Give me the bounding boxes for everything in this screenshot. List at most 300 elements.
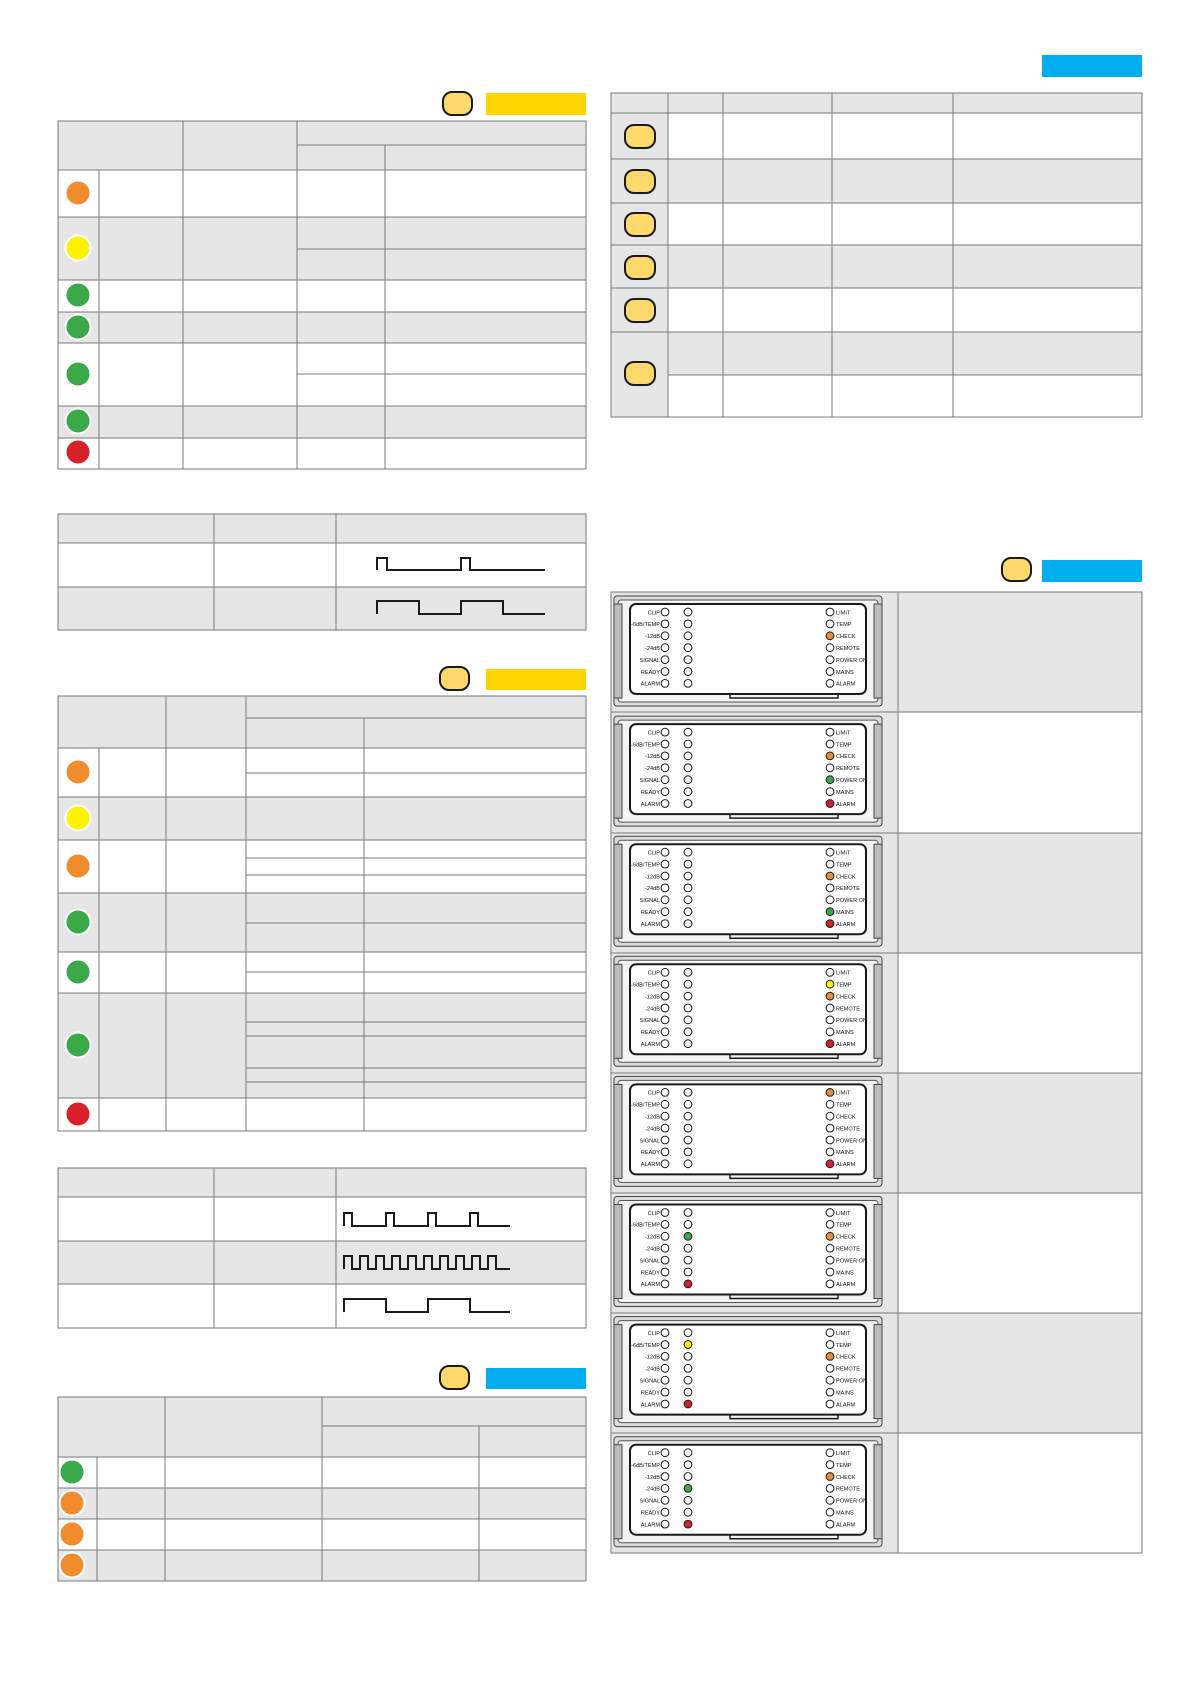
- led-indicator-icon: [66, 236, 91, 261]
- led-indicator-icon: [661, 968, 669, 976]
- led-indicator-icon: [661, 1461, 669, 1469]
- led-indicator-icon: [661, 1148, 669, 1156]
- led-indicator-icon: [684, 1496, 692, 1504]
- panel-label-left: -6dB/TEMP: [631, 1342, 660, 1349]
- panel-label-right: POWER ON: [836, 1138, 868, 1145]
- front-panel-icon: [614, 596, 882, 706]
- panel-label-left: ALARM: [640, 801, 660, 808]
- led-indicator-icon: [826, 980, 834, 988]
- led-indicator-icon: [66, 1102, 91, 1127]
- led-indicator-icon: [661, 668, 669, 676]
- panel-label-right: LIMIT: [836, 610, 851, 617]
- badge-icon: [1002, 558, 1031, 581]
- panel-label-right: POWER ON: [836, 778, 868, 784]
- badge-icon: [625, 125, 655, 148]
- led-indicator-icon: [661, 1280, 669, 1288]
- panel-label-right: POWER ON: [836, 1258, 868, 1265]
- front-panel-icon: [614, 956, 882, 1066]
- color-tag-blue: [486, 1368, 586, 1389]
- led-indicator-icon: [661, 1485, 669, 1493]
- led-indicator-icon: [661, 1028, 669, 1036]
- panel-label-left: -6dB/TEMP: [631, 1102, 660, 1109]
- led-indicator-icon: [684, 872, 692, 880]
- panel-label-right: CHECK: [836, 994, 856, 1001]
- led-indicator-icon: [66, 181, 91, 206]
- panel-label-left: -6dB/TEMP: [631, 1222, 660, 1229]
- panel-label-right: LIMIT: [836, 1330, 851, 1337]
- front-panel-icon: [614, 1197, 882, 1307]
- led-indicator-icon: [826, 968, 834, 976]
- panel-label-left: READY: [640, 1150, 660, 1157]
- panel-label-right: MAINS: [836, 669, 854, 676]
- led-indicator-icon: [661, 1268, 669, 1276]
- status-table-2: [58, 696, 586, 1131]
- led-indicator-icon: [684, 860, 692, 868]
- led-indicator-icon: [684, 1089, 692, 1097]
- led-indicator-icon: [826, 680, 834, 688]
- led-indicator-icon: [661, 656, 669, 664]
- panel-label-left: READY: [640, 910, 660, 916]
- panel-label-right: TEMP: [836, 742, 852, 749]
- led-indicator-icon: [826, 620, 834, 628]
- badge-icon: [440, 1366, 469, 1389]
- badge-icon: [440, 667, 469, 690]
- panel-label-left: CLIP: [647, 850, 660, 857]
- led-indicator-icon: [661, 1256, 669, 1264]
- led-indicator-icon: [684, 1244, 692, 1252]
- panel-label-right: ALARM: [836, 1042, 856, 1048]
- led-indicator-icon: [684, 908, 692, 916]
- led-indicator-icon: [826, 1232, 834, 1240]
- led-indicator-icon: [826, 1508, 834, 1516]
- led-indicator-icon: [684, 1112, 692, 1120]
- led-indicator-icon: [826, 1364, 834, 1372]
- panel-label-right: REMOTE: [836, 1366, 860, 1373]
- led-indicator-icon: [826, 1461, 834, 1469]
- led-indicator-icon: [661, 872, 669, 880]
- led-indicator-icon: [684, 896, 692, 904]
- panel-label-right: MAINS: [836, 910, 854, 916]
- led-indicator-icon: [661, 1136, 669, 1144]
- led-indicator-icon: [684, 1364, 692, 1372]
- led-indicator-icon: [826, 632, 834, 640]
- row-shade: [611, 245, 1142, 288]
- color-tag-blue: [1042, 55, 1142, 77]
- led-indicator-icon: [684, 1040, 692, 1048]
- panel-label-left: SIGNAL: [639, 1258, 660, 1265]
- panel-label-right: POWER ON: [836, 1018, 868, 1025]
- led-indicator-icon: [66, 806, 91, 831]
- led-indicator-icon: [826, 1016, 834, 1024]
- led-indicator-icon: [661, 1388, 669, 1396]
- led-indicator-icon: [684, 848, 692, 856]
- led-indicator-icon: [684, 1004, 692, 1012]
- panel-label-left: -6dB/TEMP: [631, 622, 660, 629]
- panel-label-left: READY: [640, 669, 660, 676]
- color-tag-blue: [1042, 560, 1142, 582]
- panel-label-left: -12dB: [645, 634, 660, 641]
- waveform-icon: [344, 1213, 510, 1226]
- led-indicator-icon: [826, 896, 834, 904]
- front-panel-icon: [614, 1317, 882, 1427]
- led-indicator-icon: [684, 1268, 692, 1276]
- led-indicator-icon: [684, 728, 692, 736]
- panel-label-right: REMOTE: [836, 1006, 860, 1013]
- panel-label-right: LIMIT: [836, 1090, 851, 1097]
- led-indicator-icon: [684, 1100, 692, 1108]
- badge-icon: [625, 170, 655, 193]
- led-indicator-icon: [826, 1341, 834, 1349]
- panel-label-right: REMOTE: [836, 646, 860, 652]
- panel-label-left: -24dB: [645, 646, 660, 652]
- panel-label-right: MAINS: [836, 1510, 854, 1517]
- row-shade: [58, 587, 586, 630]
- badge-icon: [625, 213, 655, 236]
- led-indicator-icon: [684, 1136, 692, 1144]
- panel-label-left: ALARM: [640, 921, 660, 928]
- row-shade: [58, 797, 586, 840]
- panel-label-right: TEMP: [836, 982, 852, 989]
- panel-label-right: MAINS: [836, 1150, 854, 1157]
- led-indicator-icon: [826, 1280, 834, 1288]
- led-indicator-icon: [684, 992, 692, 1000]
- led-indicator-icon: [66, 315, 91, 340]
- led-indicator-icon: [826, 1209, 834, 1217]
- led-indicator-icon: [684, 1473, 692, 1481]
- led-indicator-icon: [661, 764, 669, 772]
- led-indicator-icon: [684, 1329, 692, 1337]
- led-indicator-icon: [661, 752, 669, 760]
- led-indicator-icon: [661, 1221, 669, 1229]
- section-marker-2: [440, 667, 586, 690]
- panel-label-left: CLIP: [647, 1330, 660, 1337]
- panel-label-left: -24dB: [645, 1006, 660, 1013]
- panel-label-right: CHECK: [836, 1354, 856, 1361]
- led-indicator-icon: [661, 1004, 669, 1012]
- led-indicator-icon: [826, 740, 834, 748]
- led-indicator-icon: [826, 1160, 834, 1168]
- led-indicator-icon: [661, 884, 669, 892]
- led-indicator-icon: [661, 860, 669, 868]
- panel-label-right: REMOTE: [836, 1486, 860, 1493]
- section-marker-3: [440, 1366, 586, 1389]
- led-indicator-icon: [684, 1124, 692, 1132]
- led-indicator-icon: [60, 1522, 85, 1547]
- panel-label-left: -12dB: [645, 1354, 660, 1361]
- led-indicator-icon: [826, 1496, 834, 1504]
- led-indicator-icon: [60, 1460, 85, 1485]
- badge-icon: [443, 92, 472, 115]
- led-indicator-icon: [661, 620, 669, 628]
- led-indicator-icon: [661, 1376, 669, 1384]
- panel-label-right: CHECK: [836, 1474, 856, 1481]
- led-indicator-icon: [66, 362, 91, 387]
- led-indicator-icon: [661, 1124, 669, 1132]
- led-indicator-icon: [661, 1232, 669, 1240]
- panel-label-left: -12dB: [645, 1234, 660, 1241]
- badge-icon: [625, 299, 655, 322]
- panel-label-left: CLIP: [647, 1090, 660, 1097]
- panel-label-right: TEMP: [836, 1462, 852, 1469]
- led-indicator-icon: [826, 1100, 834, 1108]
- led-indicator-icon: [826, 776, 834, 784]
- panel-label-right: ALARM: [836, 1522, 856, 1529]
- led-indicator-icon: [661, 680, 669, 688]
- panel-label-right: TEMP: [836, 622, 852, 629]
- led-indicator-icon: [826, 908, 834, 916]
- front-panel-icon: [614, 1437, 882, 1547]
- panel-label-right: REMOTE: [836, 1126, 860, 1133]
- panel-label-left: SIGNAL: [639, 1138, 660, 1145]
- led-indicator-icon: [684, 980, 692, 988]
- led-indicator-icon: [826, 872, 834, 880]
- panel-label-right: TEMP: [836, 1222, 852, 1229]
- panel-label-left: SIGNAL: [639, 778, 660, 784]
- panel-label-left: -6dB/TEMP: [631, 982, 660, 989]
- led-indicator-icon: [684, 644, 692, 652]
- led-indicator-icon: [661, 800, 669, 808]
- led-indicator-icon: [684, 1221, 692, 1229]
- row-shade: [58, 312, 586, 343]
- led-indicator-icon: [661, 632, 669, 640]
- panel-label-left: -24dB: [645, 766, 660, 773]
- led-indicator-icon: [684, 632, 692, 640]
- led-indicator-icon: [684, 1353, 692, 1361]
- led-indicator-icon: [684, 968, 692, 976]
- led-indicator-icon: [661, 848, 669, 856]
- panel-label-right: CHECK: [836, 634, 856, 641]
- led-indicator-icon: [826, 1473, 834, 1481]
- led-indicator-icon: [661, 740, 669, 748]
- waveform-icon: [377, 558, 545, 570]
- row-shade: [611, 159, 1142, 203]
- panel-label-left: CLIP: [647, 1451, 660, 1457]
- led-indicator-icon: [826, 1124, 834, 1132]
- waveform-table-2: [58, 1168, 586, 1328]
- panel-label-right: POWER ON: [836, 657, 868, 664]
- led-indicator-icon: [826, 992, 834, 1000]
- panel-label-right: MAINS: [836, 1030, 854, 1037]
- led-indicator-icon: [684, 620, 692, 628]
- led-indicator-icon: [826, 1244, 834, 1252]
- led-indicator-icon: [60, 1491, 85, 1516]
- panel-label-left: READY: [640, 1270, 660, 1277]
- led-indicator-icon: [661, 896, 669, 904]
- row-shade: [58, 406, 586, 438]
- panel-label-left: SIGNAL: [639, 898, 660, 905]
- led-indicator-icon: [684, 1280, 692, 1288]
- led-indicator-icon: [661, 1209, 669, 1217]
- led-indicator-icon: [661, 1400, 669, 1408]
- panel-label-left: ALARM: [640, 681, 660, 688]
- panel-label-right: ALARM: [836, 1402, 856, 1409]
- panel-label-left: ALARM: [640, 1042, 660, 1048]
- led-indicator-icon: [826, 1353, 834, 1361]
- led-indicator-icon: [826, 728, 834, 736]
- led-indicator-icon: [684, 884, 692, 892]
- led-indicator-icon: [684, 1232, 692, 1240]
- panel-label-left: ALARM: [640, 1282, 660, 1289]
- led-indicator-icon: [60, 1553, 85, 1578]
- panel-label-left: -24dB: [645, 1126, 660, 1133]
- front-panel-icon: [614, 716, 882, 826]
- led-indicator-icon: [826, 920, 834, 928]
- panel-label-left: READY: [640, 1030, 660, 1037]
- row-shade: [58, 1241, 586, 1284]
- panel-label-left: -24dB: [645, 1366, 660, 1373]
- panel-label-left: SIGNAL: [639, 657, 660, 664]
- panel-label-right: CHECK: [836, 1114, 856, 1121]
- led-indicator-icon: [684, 1485, 692, 1493]
- panel-label-right: POWER ON: [836, 1378, 868, 1385]
- led-indicator-icon: [826, 1329, 834, 1337]
- panel-label-right: ALARM: [836, 1282, 856, 1289]
- led-indicator-icon: [661, 608, 669, 616]
- led-indicator-icon: [826, 1136, 834, 1144]
- waveform-table-1: [58, 514, 586, 630]
- panel-label-left: ALARM: [640, 1522, 660, 1529]
- led-indicator-icon: [661, 1100, 669, 1108]
- panel-label-right: LIMIT: [836, 1451, 851, 1457]
- led-indicator-icon: [684, 740, 692, 748]
- panel-label-left: SIGNAL: [639, 1018, 660, 1025]
- led-indicator-icon: [826, 1520, 834, 1528]
- led-indicator-icon: [826, 1400, 834, 1408]
- led-indicator-icon: [826, 608, 834, 616]
- row-shade: [611, 332, 1142, 375]
- panel-label-right: ALARM: [836, 681, 856, 688]
- led-indicator-icon: [826, 1256, 834, 1264]
- led-indicator-icon: [684, 1341, 692, 1349]
- panel-label-left: -12dB: [645, 994, 660, 1001]
- row-shade: [58, 696, 586, 748]
- led-indicator-icon: [661, 1449, 669, 1457]
- led-indicator-icon: [826, 752, 834, 760]
- panel-label-left: ALARM: [640, 1402, 660, 1409]
- led-indicator-icon: [661, 1341, 669, 1349]
- led-indicator-icon: [684, 1508, 692, 1516]
- led-indicator-icon: [661, 1520, 669, 1528]
- led-indicator-icon: [661, 776, 669, 784]
- led-indicator-icon: [66, 760, 91, 785]
- led-indicator-icon: [661, 1473, 669, 1481]
- led-indicator-icon: [66, 960, 91, 985]
- led-indicator-icon: [684, 920, 692, 928]
- led-indicator-icon: [684, 1449, 692, 1457]
- led-indicator-icon: [661, 1364, 669, 1372]
- led-indicator-icon: [661, 1089, 669, 1097]
- led-indicator-icon: [661, 1016, 669, 1024]
- badge-icon: [625, 256, 655, 279]
- led-indicator-icon: [661, 1496, 669, 1504]
- led-indicator-icon: [684, 1461, 692, 1469]
- led-indicator-icon: [684, 656, 692, 664]
- panel-label-left: ALARM: [640, 1162, 660, 1169]
- waveform-icon: [344, 1299, 510, 1312]
- panel-label-right: LIMIT: [836, 730, 851, 737]
- panel-label-left: -6dB/TEMP: [631, 1462, 660, 1469]
- led-indicator-icon: [661, 1329, 669, 1337]
- led-indicator-icon: [684, 668, 692, 676]
- panel-label-right: ALARM: [836, 921, 856, 928]
- panel-label-left: READY: [640, 1510, 660, 1517]
- led-indicator-icon: [684, 608, 692, 616]
- led-indicator-icon: [826, 1268, 834, 1276]
- row-shade: [611, 93, 1142, 113]
- front-panel-icon: [614, 836, 882, 946]
- panel-label-right: LIMIT: [836, 970, 851, 977]
- panel-label-right: REMOTE: [836, 886, 860, 893]
- led-indicator-icon: [661, 908, 669, 916]
- panel-label-left: -12dB: [645, 1474, 660, 1481]
- led-indicator-icon: [826, 800, 834, 808]
- status-table-1: [58, 121, 586, 469]
- section-marker-4: [1002, 558, 1142, 582]
- led-indicator-icon: [684, 776, 692, 784]
- led-indicator-icon: [826, 1485, 834, 1493]
- panel-label-left: CLIP: [647, 610, 660, 617]
- led-indicator-icon: [66, 440, 91, 465]
- panel-label-right: REMOTE: [836, 1246, 860, 1253]
- badge-icon: [625, 362, 655, 385]
- led-indicator-icon: [826, 788, 834, 796]
- panel-label-left: -6dB/TEMP: [631, 862, 660, 869]
- badge-table: [611, 93, 1142, 417]
- front-panel-icon: [614, 1076, 882, 1186]
- panel-label-right: POWER ON: [836, 898, 868, 905]
- panel-label-left: READY: [640, 1390, 660, 1397]
- led-indicator-icon: [661, 1508, 669, 1516]
- led-indicator-icon: [661, 728, 669, 736]
- led-indicator-icon: [826, 1040, 834, 1048]
- led-indicator-icon: [684, 1028, 692, 1036]
- led-indicator-icon: [661, 1040, 669, 1048]
- panel-label-right: CHECK: [836, 1234, 856, 1241]
- led-indicator-icon: [684, 1256, 692, 1264]
- led-indicator-icon: [66, 910, 91, 935]
- panel-label-right: ALARM: [836, 1162, 856, 1169]
- panel-label-left: CLIP: [647, 970, 660, 977]
- led-indicator-icon: [66, 1033, 91, 1058]
- row-shade: [58, 514, 586, 543]
- led-indicator-icon: [661, 980, 669, 988]
- panel-label-right: REMOTE: [836, 766, 860, 773]
- led-indicator-icon: [826, 1028, 834, 1036]
- panel-label-right: TEMP: [836, 1102, 852, 1109]
- led-indicator-icon: [661, 1160, 669, 1168]
- panel-label-left: SIGNAL: [639, 1498, 660, 1505]
- led-indicator-icon: [684, 1148, 692, 1156]
- led-indicator-icon: [661, 1112, 669, 1120]
- led-indicator-icon: [684, 1016, 692, 1024]
- panel-label-right: POWER ON: [836, 1498, 868, 1505]
- panel-label-right: CHECK: [836, 874, 856, 881]
- led-indicator-icon: [661, 1353, 669, 1361]
- panel-label-right: LIMIT: [836, 850, 851, 857]
- led-indicator-icon: [826, 1089, 834, 1097]
- panel-label-left: READY: [640, 789, 660, 796]
- led-indicator-icon: [684, 1388, 692, 1396]
- led-indicator-icon: [66, 409, 91, 434]
- color-tag-gold: [486, 669, 586, 690]
- panel-label-left: -24dB: [645, 1246, 660, 1253]
- panel-label-left: -12dB: [645, 874, 660, 881]
- led-indicator-icon: [661, 920, 669, 928]
- led-indicator-icon: [684, 680, 692, 688]
- led-indicator-icon: [684, 788, 692, 796]
- led-indicator-icon: [661, 1244, 669, 1252]
- color-tag-gold: [486, 93, 586, 115]
